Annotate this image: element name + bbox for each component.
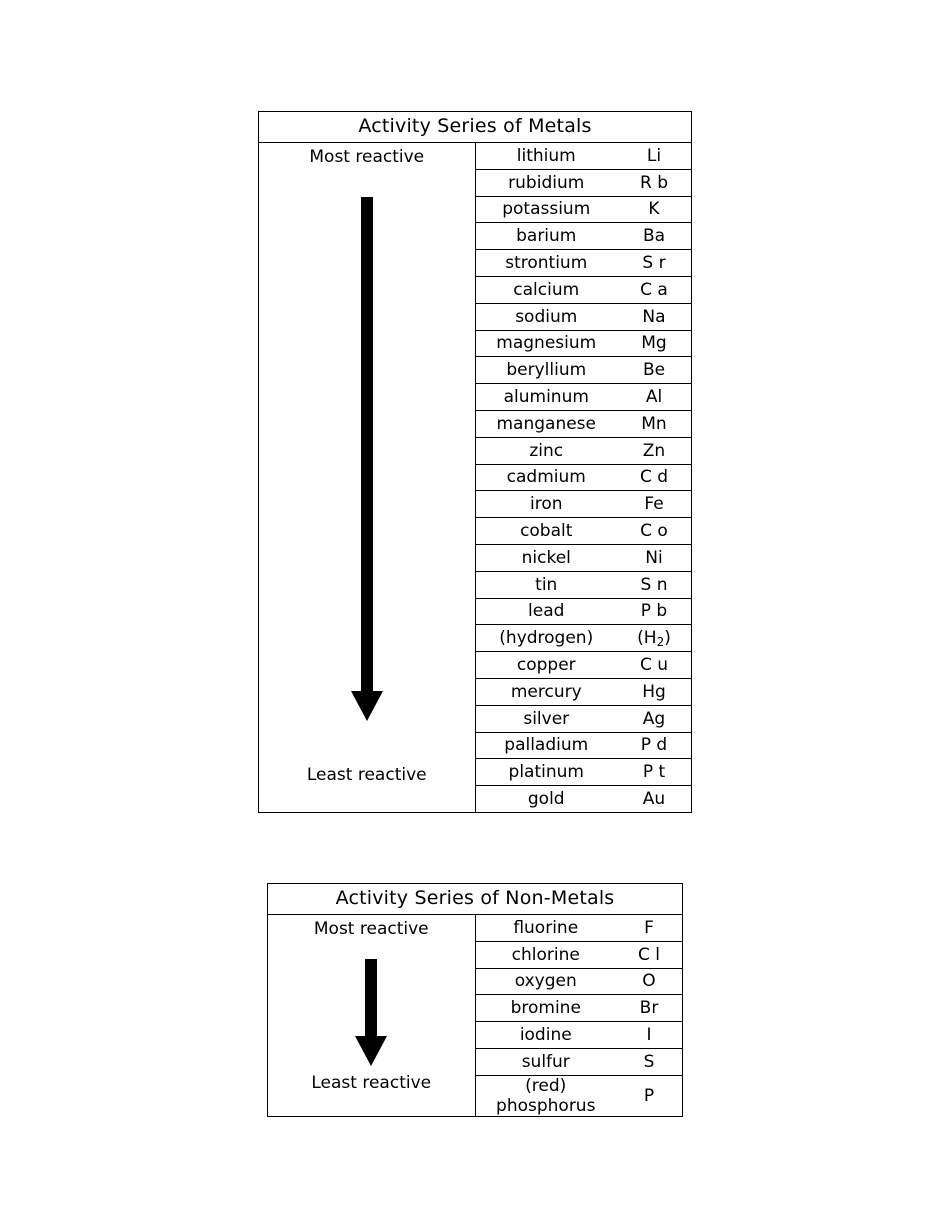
table-row bbox=[476, 1022, 683, 1049]
down-arrow-icon bbox=[355, 959, 387, 1066]
nonmetals-list-column bbox=[475, 915, 683, 1117]
metals-most-reactive-label: Most reactive bbox=[309, 147, 425, 167]
nonmetals-title: Activity Series of Non-Metals bbox=[268, 884, 683, 915]
element-symbol-cell: R b bbox=[617, 169, 691, 196]
table-row bbox=[476, 544, 692, 571]
element-name-cell: cobalt bbox=[476, 518, 618, 545]
element-name-cell: iron bbox=[476, 491, 618, 518]
element-name-cell: iodine bbox=[476, 1022, 617, 1049]
element-name-cell: oxygen bbox=[476, 968, 617, 995]
element-symbol-cell: P t bbox=[617, 759, 691, 786]
element-name-cell: cadmium bbox=[476, 464, 618, 491]
element-name-cell: palladium bbox=[476, 732, 618, 759]
element-symbol-cell: C a bbox=[617, 276, 691, 303]
table-row bbox=[476, 143, 692, 169]
element-symbol-cell: Au bbox=[617, 786, 691, 812]
element-symbol-cell: Al bbox=[617, 384, 691, 411]
nonmetals-list-table bbox=[476, 915, 683, 1116]
element-symbol-cell: S bbox=[616, 1048, 682, 1075]
element-name-cell: rubidium bbox=[476, 169, 618, 196]
table-row bbox=[476, 196, 692, 223]
table-row bbox=[476, 223, 692, 250]
table-row bbox=[476, 518, 692, 545]
table-row bbox=[476, 1075, 683, 1116]
metals-reactivity-column bbox=[259, 143, 476, 813]
element-name-cell: barium bbox=[476, 223, 618, 250]
table-row bbox=[476, 759, 692, 786]
table-row bbox=[476, 915, 683, 941]
table-row bbox=[476, 276, 692, 303]
element-name-cell: lithium bbox=[516, 145, 576, 166]
element-symbol-cell: C d bbox=[617, 464, 691, 491]
element-name-cell: zinc bbox=[476, 437, 618, 464]
element-symbol-cell: Mn bbox=[617, 410, 691, 437]
element-symbol-cell: Mg bbox=[617, 330, 691, 357]
element-name-cell: magnesium bbox=[476, 330, 618, 357]
metals-title: Activity Series of Metals bbox=[259, 112, 692, 143]
element-symbol-cell: Ba bbox=[617, 223, 691, 250]
nonmetals-least-reactive-label: Least reactive bbox=[311, 1073, 432, 1093]
table-row bbox=[476, 652, 692, 679]
table-row bbox=[476, 625, 692, 652]
element-symbol-cell: P bbox=[616, 1075, 682, 1116]
element-symbol-cell: Zn bbox=[617, 437, 691, 464]
element-symbol-cell: K bbox=[617, 196, 691, 223]
element-symbol-cell: I bbox=[616, 1022, 682, 1049]
metals-list-table bbox=[476, 143, 692, 812]
element-name-cell: mercury bbox=[476, 678, 618, 705]
table-row bbox=[476, 786, 692, 812]
element-name-cell: chlorine bbox=[476, 941, 617, 968]
table-row bbox=[476, 410, 692, 437]
activity-series-metals-table bbox=[258, 111, 692, 813]
table-row bbox=[476, 1048, 683, 1075]
metals-list-column bbox=[475, 143, 692, 813]
element-name-cell: calcium bbox=[476, 276, 618, 303]
element-name-cell: potassium bbox=[476, 196, 618, 223]
table-row bbox=[476, 464, 692, 491]
element-name-cell: lead bbox=[476, 598, 618, 625]
nonmetals-reactivity-column bbox=[268, 915, 476, 1117]
element-symbol-cell: Ni bbox=[617, 544, 691, 571]
element-symbol-cell: P b bbox=[617, 598, 691, 625]
table-row bbox=[476, 598, 692, 625]
down-arrow-icon bbox=[351, 197, 383, 721]
table-row bbox=[476, 732, 692, 759]
element-symbol-cell: Br bbox=[616, 995, 682, 1022]
table-row bbox=[476, 995, 683, 1022]
table-row bbox=[476, 941, 683, 968]
metals-arrow-box bbox=[259, 143, 475, 788]
element-name-cell: sulfur bbox=[476, 1048, 617, 1075]
element-name-cell: beryllium bbox=[476, 357, 618, 384]
element-name-cell: gold bbox=[476, 786, 618, 812]
element-symbol-cell: Li bbox=[646, 145, 662, 166]
element-symbol-cell: S n bbox=[617, 571, 691, 598]
element-name-cell: manganese bbox=[476, 410, 618, 437]
table-row bbox=[476, 303, 692, 330]
element-name-cell: aluminum bbox=[476, 384, 618, 411]
nonmetals-title-row bbox=[268, 884, 683, 915]
table-row bbox=[476, 357, 692, 384]
element-name-cell: fluorine bbox=[513, 917, 579, 938]
table-row bbox=[476, 705, 692, 732]
element-name-cell: sodium bbox=[476, 303, 618, 330]
element-name-cell: strontium bbox=[476, 250, 618, 277]
element-symbol-cell: Ag bbox=[617, 705, 691, 732]
element-symbol-cell: C l bbox=[616, 941, 682, 968]
metals-least-reactive-label: Least reactive bbox=[306, 765, 427, 785]
table-row bbox=[476, 491, 692, 518]
table-row bbox=[476, 169, 692, 196]
metals-body-row bbox=[259, 143, 692, 813]
element-symbol-cell: Hg bbox=[617, 678, 691, 705]
element-name-cell: nickel bbox=[476, 544, 618, 571]
table-row bbox=[476, 678, 692, 705]
table-row bbox=[476, 571, 692, 598]
element-name-cell: (hydrogen) bbox=[476, 625, 618, 652]
activity-series-nonmetals-table bbox=[267, 883, 683, 1117]
element-symbol-cell: S r bbox=[617, 250, 691, 277]
element-symbol-cell: Fe bbox=[617, 491, 691, 518]
table-row bbox=[476, 384, 692, 411]
element-symbol-cell: C o bbox=[617, 518, 691, 545]
nonmetals-arrow-box bbox=[268, 915, 475, 1096]
element-symbol-cell: F bbox=[644, 917, 654, 938]
element-name-cell: platinum bbox=[476, 759, 618, 786]
element-symbol-cell: Na bbox=[617, 303, 691, 330]
element-symbol-cell: P d bbox=[617, 732, 691, 759]
table-row bbox=[476, 250, 692, 277]
element-symbol-cell: C u bbox=[617, 652, 691, 679]
element-name-cell: bromine bbox=[476, 995, 617, 1022]
metals-title-row bbox=[259, 112, 692, 143]
element-symbol-cell: $(H_2)$ bbox=[617, 625, 691, 652]
element-symbol-cell: Be bbox=[617, 357, 691, 384]
table-row bbox=[476, 437, 692, 464]
element-name-cell: tin bbox=[476, 571, 618, 598]
nonmetals-body-row bbox=[268, 915, 683, 1117]
element-name-cell: silver bbox=[476, 705, 618, 732]
element-name-cell: (red) phosphorus bbox=[476, 1075, 617, 1116]
element-symbol-cell: O bbox=[616, 968, 682, 995]
nonmetals-most-reactive-label: Most reactive bbox=[313, 919, 429, 939]
table-row bbox=[476, 968, 683, 995]
element-name-cell: copper bbox=[476, 652, 618, 679]
table-row bbox=[476, 330, 692, 357]
